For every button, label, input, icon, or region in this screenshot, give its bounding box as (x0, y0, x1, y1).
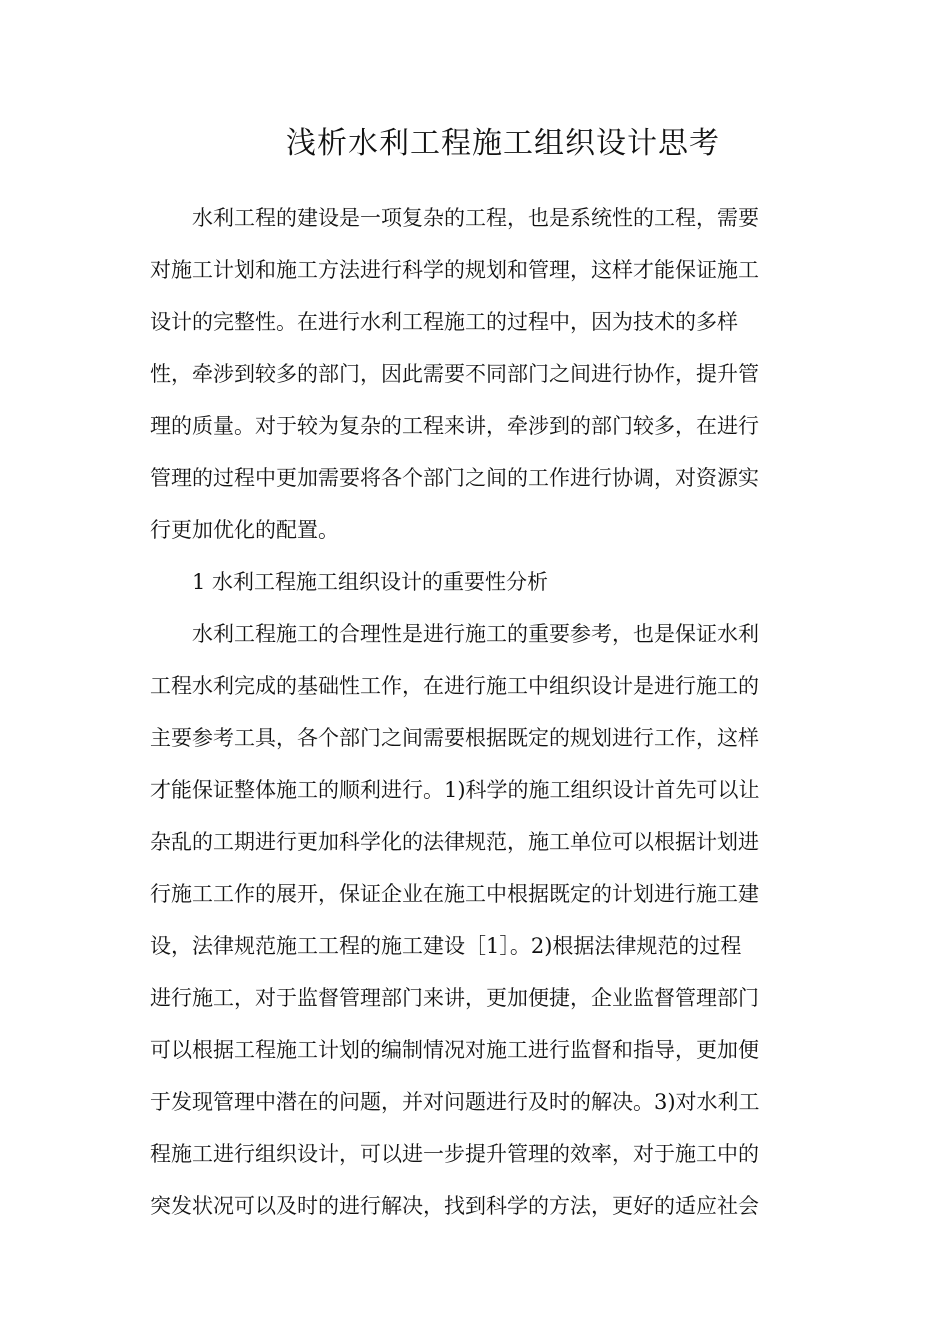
paragraph-line: 杂乱的工期进行更加科学化的法律规范，施工单位可以根据计划进 (150, 830, 759, 854)
paragraph-line: 行更加优化的配置。 (150, 518, 339, 542)
paragraph-line: 可以根据工程施工计划的编制情况对施工进行监督和指导，更加便 (150, 1038, 759, 1062)
document-title: 浅析水利工程施工组织设计思考 (286, 126, 720, 161)
paragraph-line: 设，法律规范施工工程的施工建设［1］。2)根据法律规范的过程 (150, 934, 742, 958)
paragraph-line: 设计的完整性。在进行水利工程施工的过程中，因为技术的多样 (150, 310, 738, 334)
paragraph-line: 才能保证整体施工的顺利进行。1)科学的施工组织设计首先可以让 (150, 778, 760, 802)
paragraph-line: 行施工工作的展开，保证企业在施工中根据既定的计划进行施工建 (150, 882, 759, 906)
paragraph-line: 水利工程的建设是一项复杂的工程，也是系统性的工程，需要 (192, 206, 759, 230)
paragraph-line: 进行施工，对于监督管理部门来讲，更加便捷，企业监督管理部门 (150, 986, 759, 1010)
paragraph-line: 水利工程施工的合理性是进行施工的重要参考，也是保证水利 (192, 622, 759, 646)
paragraph-line: 于发现管理中潜在的问题，并对问题进行及时的解决。3)对水利工 (150, 1090, 760, 1114)
paragraph-line: 工程水利完成的基础性工作，在进行施工中组织设计是进行施工的 (150, 674, 759, 698)
paragraph-line: 主要参考工具，各个部门之间需要根据既定的规划进行工作，这样 (150, 726, 759, 750)
document-body (150, 192, 800, 1232)
section-heading: 1 水利工程施工组织设计的重要性分析 (192, 570, 549, 594)
paragraph-line: 管理的过程中更加需要将各个部门之间的工作进行协调，对资源实 (150, 466, 759, 490)
paragraph-line: 程施工进行组织设计，可以进一步提升管理的效率，对于施工中的 (150, 1142, 759, 1166)
paragraph-line: 性，牵涉到较多的部门，因此需要不同部门之间进行协作，提升管 (150, 362, 759, 386)
paragraph-line: 理的质量。对于较为复杂的工程来讲，牵涉到的部门较多，在进行 (150, 414, 759, 438)
paragraph-line: 突发状况可以及时的进行解决，找到科学的方法，更好的适应社会 (150, 1194, 759, 1218)
paragraph-line: 对施工计划和施工方法进行科学的规划和管理，这样才能保证施工 (150, 258, 759, 282)
